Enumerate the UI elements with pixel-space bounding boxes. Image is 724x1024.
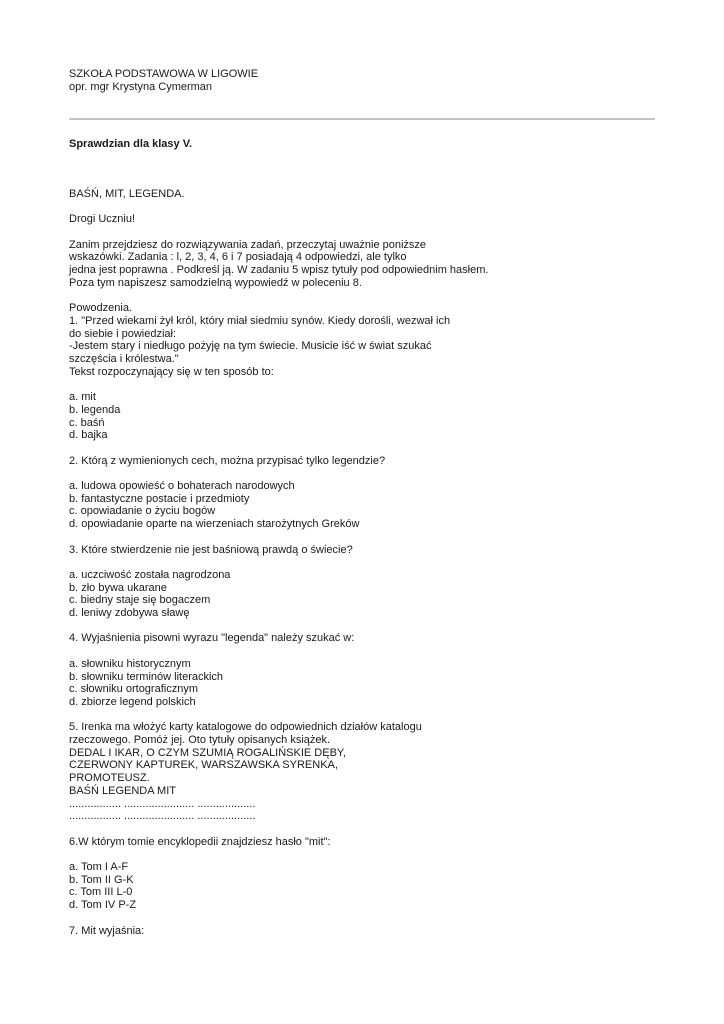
school-name: SZKOŁA PODSTAWOWA W LIGOWIE [69,68,259,80]
author-line: opr. mgr Krystyna Cymerman [69,80,213,93]
text-line: 3. Które stwierdzenie nie jest baśniową prawdą o świecie? [69,543,353,556]
blank-line [69,201,689,214]
text-line: d. zbiorze legend polskich [69,695,196,708]
text-line: szczęścia i królestwa." [69,353,179,366]
text-line: Powodzenia. [69,302,132,315]
text-line: d. opowiadanie oparte na wierzeniach starożytnych Greków [69,518,360,531]
text-line: b. słowniku terminów literackich [69,670,224,683]
text-line: a. słowniku historycznym [69,657,191,670]
text-line: b. fantastyczne postacie i przedmioty [69,492,250,505]
document-header [69,68,669,93]
text-line: b. legenda [69,403,121,416]
text-line: -Jestem stary i niedługo pożyję na tym świecie. Musicie iść w świat szukać [69,340,432,353]
blank-line [69,467,689,480]
text-line: a. Tom I A-F [69,861,129,874]
text-line: CZERWONY KAPTUREK, WARSZAWSKA SYRENKA, [69,759,338,772]
text-line: Zanim przejdziesz do rozwiązywania zadań, przeczytaj uważnie poniższe [69,238,427,251]
text-line: Tekst rozpoczynający się w ten sposób to: [69,365,274,378]
text-line: wskazówki. Zadania : l, 2, 3, 4, 6 i 7 posiadają 4 odpowiedzi, ale tylko [69,251,407,264]
text-line: 2. Którą z wymienionych cech, można przypisać tylko legendzie? [69,454,386,467]
blank-line [69,912,689,925]
text-line: ................. ....................... ................... [69,810,256,823]
text-line: BAŚŃ, MIT, LEGENDA. [69,188,185,200]
blank-line [69,442,689,455]
blank-line [69,531,689,544]
text-line: DEDAL I IKAR, O CZYM SZUMIĄ ROGALIŃSKIE DĘBY, [69,746,346,759]
text-line: 1. "Przed wiekami żył król, który miał siedmiu synów. Kiedy dorośli, wezwał ich [69,314,451,327]
text-line: b. Tom II G-K [69,873,134,886]
text-line: a. mit [69,391,96,404]
blank-line [69,645,689,658]
blank-line [69,226,689,239]
blank-line [69,379,689,392]
header-divider [69,118,655,120]
text-line: Drogi Uczniu! [69,213,136,226]
test-title: Sprawdzian dla klasy V. [69,138,193,150]
text-line: c. słowniku ortograficznym [69,683,198,696]
text-line: d. Tom IV P-Z [69,899,137,912]
text-line: c. opowiadanie o życiu bogów [69,505,216,518]
text-line: c. biedny staje się bogaczem [69,594,211,607]
text-line: d. bajka [69,429,108,442]
test-body [69,188,689,937]
text-line: Poza tym napiszesz samodzielną wypowiedź w poleceniu 8. [69,276,362,289]
blank-line [69,556,689,569]
blank-line [69,848,689,861]
text-line: jedna jest poprawna . Podkreśl ją. W zadaniu 5 wpisz tytuły pod odpowiednim hasłem. [69,264,489,277]
text-line: PROMOTEUSZ. [69,772,150,785]
blank-line [69,620,689,633]
text-line: c. baśń [69,416,105,429]
text-line: 5. Irenka ma włożyć karty katalogowe do odpowiednich działów katalogu [69,721,422,734]
blank-line [69,823,689,836]
text-line: 6.W którym tomie encyklopedii znajdziesz hasło "mit": [69,835,331,848]
text-line: d. leniwy zdobywa sławę [69,607,190,620]
text-line: BAŚŃ LEGENDA MIT [69,784,176,797]
blank-line [69,290,689,303]
text-line: b. zło bywa ukarane [69,581,167,594]
blank-line [69,709,689,722]
text-line: 4. Wyjaśnienia pisowni wyrazu "legenda" należy szukać w: [69,632,355,645]
text-line: do siebie i powiedział: [69,327,177,340]
text-line: a. uczciwość została nagrodzona [69,568,231,581]
text-line: c. Tom III L-0 [69,886,133,899]
text-line: a. ludowa opowieść o bohaterach narodowych [69,480,295,493]
text-line: 7. Mit wyjaśnia: [69,924,145,937]
text-line: rzeczowego. Pomóż jej. Oto tytuły opisanych książek. [69,734,331,747]
text-line: ................. ....................... ................... [69,797,256,810]
